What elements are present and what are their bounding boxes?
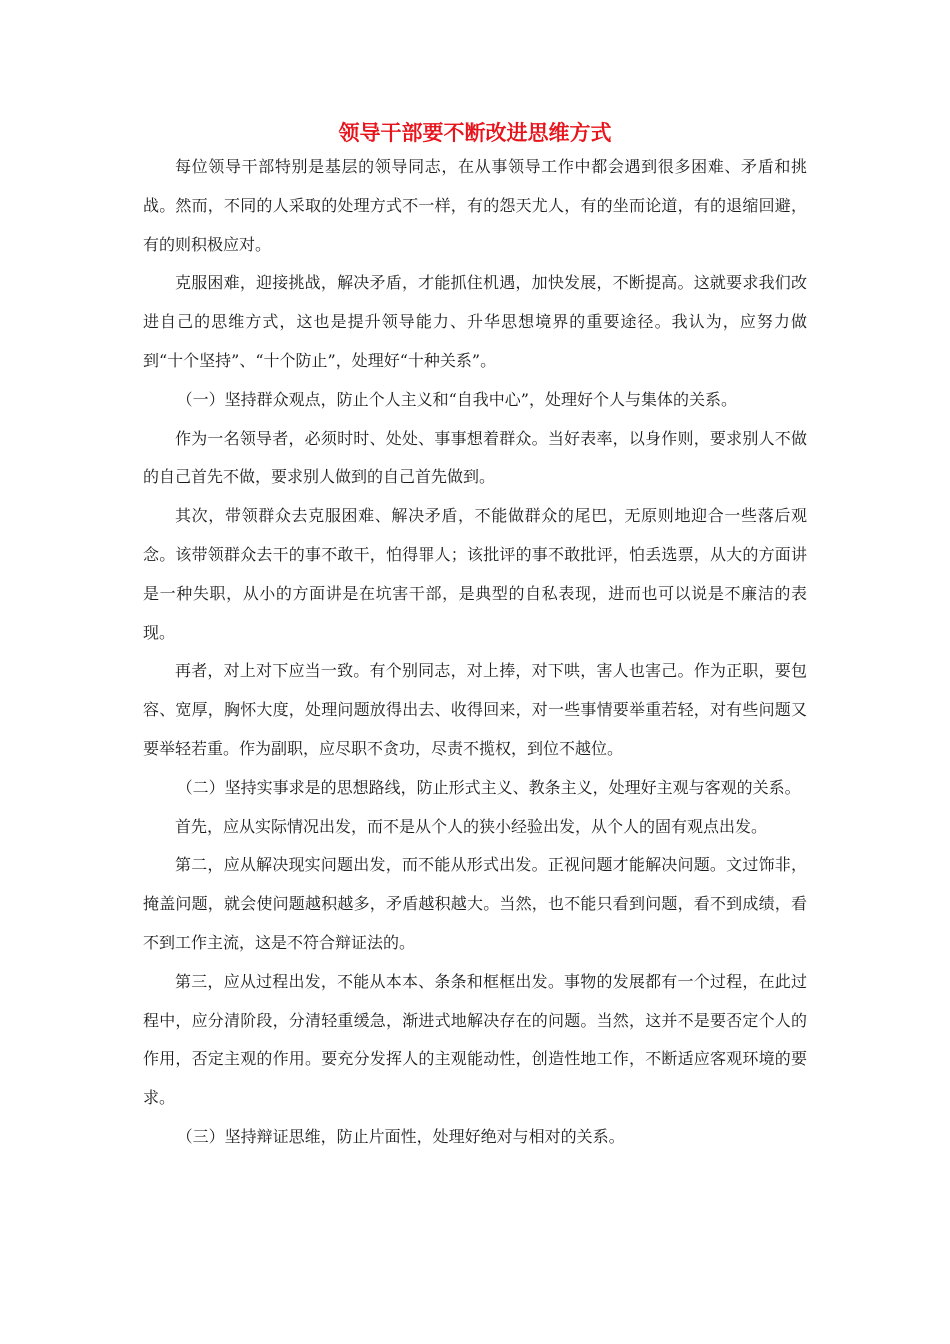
document-title: 领导干部要不断改进思维方式 bbox=[338, 120, 612, 145]
section-heading-2: （二）坚持实事求是的思想路线，防止形式主义、教条主义，处理好主观与客观的关系。 bbox=[176, 777, 801, 797]
paragraph-first-point: 首先，应从实际情况出发，而不是从个人的狭小经验出发，从个人的固有观点出发。 bbox=[175, 816, 768, 836]
paragraph-second-point: 第二，应从解决现实问题出发，而不能从形式出发。正视问题才能解决问题。文过饰非，掩盖问题，就会使问题越积越多，矛盾越积越大。当然，也不能只看到问题，看不到成绩，看不到工作主流，这是不符合辩证法的。 bbox=[143, 855, 807, 952]
section-heading-3: （三）坚持辩证思维，防止片面性，处理好绝对与相对的关系。 bbox=[176, 1126, 625, 1146]
paragraph-requirement: 克服困难，迎接挑战，解决矛盾，才能抓住机遇，加快发展，不断提高。这就要求我们改进自己的思维方式，这也是提升领导能力、升华思想境界的重要途径。我认为，应努力做到“十个坚持”、“十个防止”，处理好“十种关系”。 bbox=[143, 273, 807, 370]
paragraph-consistency: 再者，对上对下应当一致。有个别同志，对上捧，对下哄，害人也害己。作为正职，要包容、宽厚，胸怀大度，处理问题放得出去、收得回来，对一些事情要举重若轻，对有些问题又要举轻若重。作为副职，应尽职不贪功，尽责不揽权，到位不越位。 bbox=[143, 661, 807, 758]
document-page bbox=[143, 118, 807, 1157]
paragraph-second: 其次，带领群众去克服困难、解决矛盾，不能做群众的尾巴，无原则地迎合一些落后观念。该带领群众去干的事不敢干，怕得罪人；该批评的事不敢批评，怕丢选票，从大的方面讲是一种失职，从小的方面讲是在坑害干部，是典型的自私表现，进而也可以说是不廉洁的表现。 bbox=[143, 506, 807, 642]
section-heading-1: （一）坚持群众观点，防止个人主义和“自我中心”，处理好个人与集体的关系。 bbox=[176, 389, 737, 409]
paragraph-intro: 每位领导干部特别是基层的领导同志，在从事领导工作中都会遇到很多困难、矛盾和挑战。然而，不同的人采取的处理方式不一样，有的怨天尤人，有的坐而论道，有的退缩回避，有的则积极应对。 bbox=[143, 157, 807, 254]
paragraph-leader-example: 作为一名领导者，必须时时、处处、事事想着群众。当好表率，以身作则，要求别人不做的自己首先不做，要求别人做到的自己首先做到。 bbox=[143, 428, 807, 487]
paragraph-third-point: 第三，应从过程出发，不能从本本、条条和框框出发。事物的发展都有一个过程，在此过程中，应分清阶段，分清轻重缓急，渐进式地解决存在的问题。当然，这并不是要否定个人的作用，否定主观的作用。要充分发挥人的主观能动性，创造性地工作，不断适应客观环境的要求。 bbox=[143, 971, 807, 1108]
